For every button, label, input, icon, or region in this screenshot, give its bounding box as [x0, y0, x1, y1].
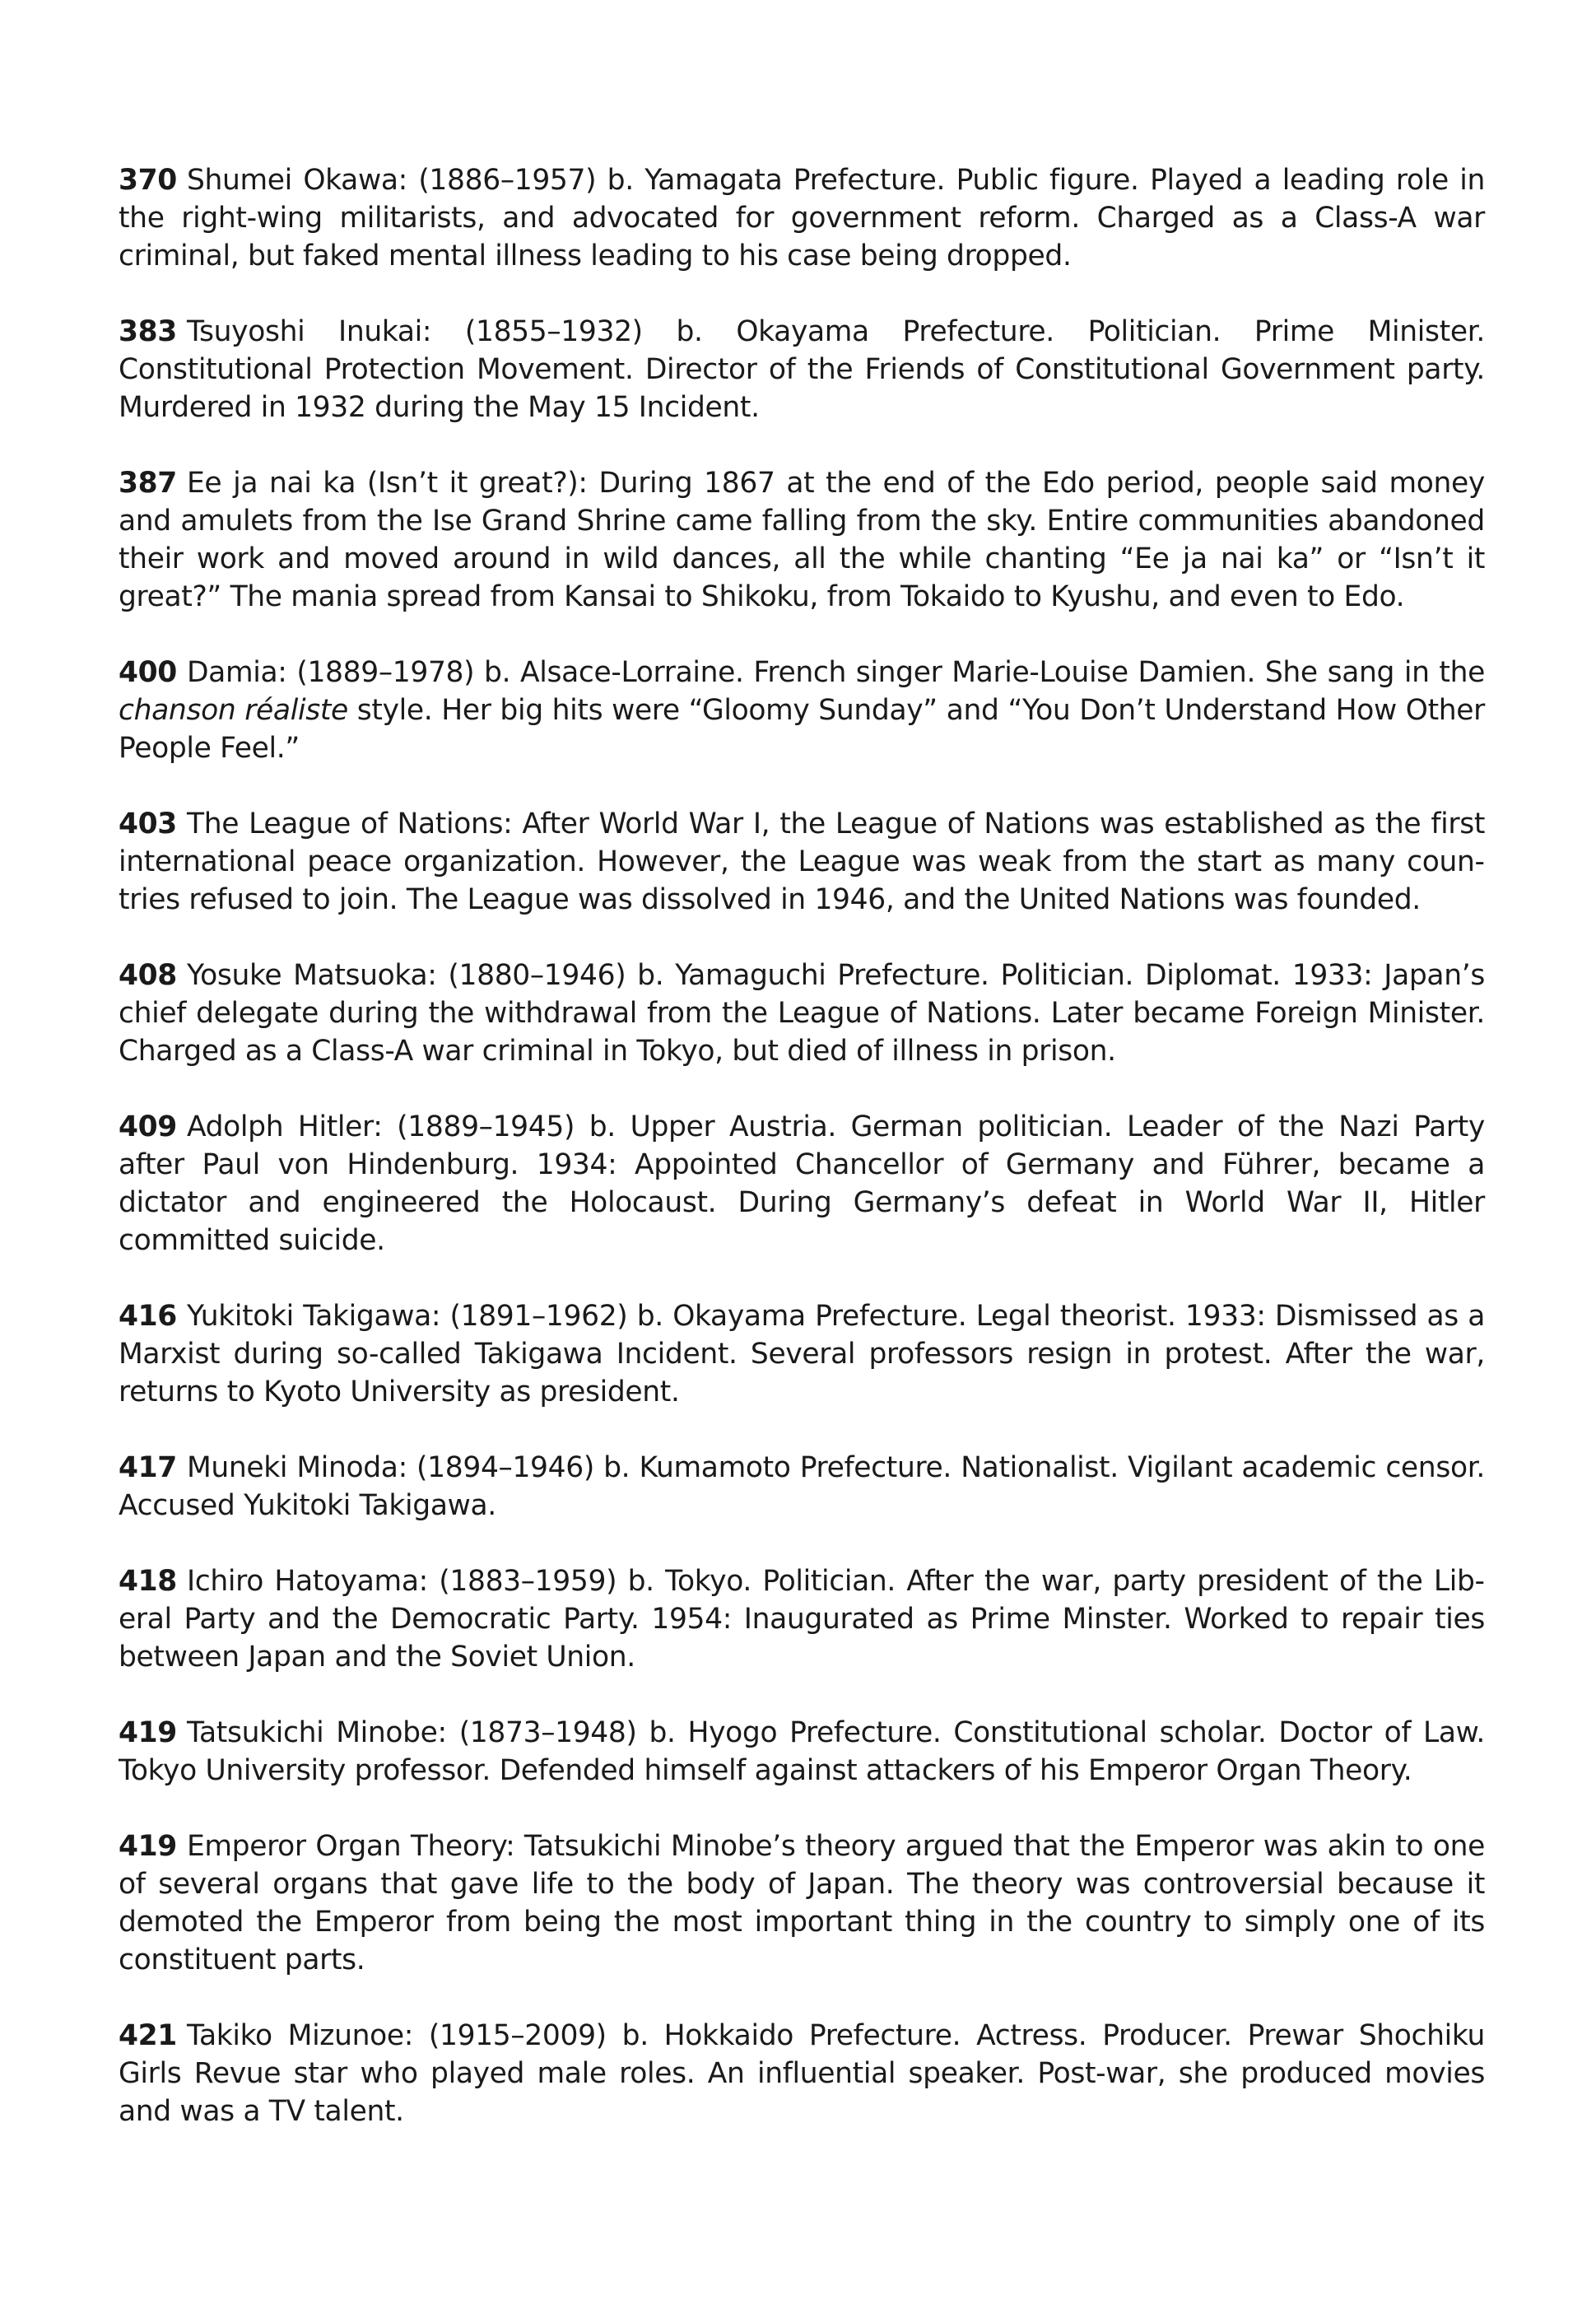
- note-number: 419: [119, 1830, 177, 1863]
- note-text: Emperor Organ Theory: Tatsukichi Minobe’s theory argued that the Emperor was akin to one of several organs that gave life to the body of Japan. The theory was controversial because it demoted the Emperor from being the most important thing in the country to simply one of its constituent parts.: [119, 1830, 1485, 1976]
- note-text: Ee ja nai ka (Isn’t it great?): During 1867 at the end of the Edo period, people said money and amulets from the Ise Grand Shrine came falling from the sky. Entire communities abandoned their work and moved around in wild dances, all the while chanting “Ee ja nai ka” or “Isn’t it great?” The mania spread from Kansai to Shikoku, from Tokaido to Kyushu, and even to Edo.: [119, 467, 1485, 613]
- note-text: The League of Nations: After World War I, the League of Nations was established as the first international peace organization. However, the League was weak from the start as many countries refused to join. The League was dissolved in 1946, and the United Nations was founded.: [119, 808, 1485, 916]
- note-387: [119, 464, 1485, 616]
- note-408: [119, 957, 1485, 1070]
- note-number: 418: [119, 1565, 177, 1598]
- note-409: [119, 1108, 1485, 1259]
- note-text: Takiko Mizunoe: (1915–2009) b. Hokkaido Prefecture. Actress. Producer. Prewar Shochiku Girls Revue star who played male roles. An influential speaker. Post-war, she produced movies and was a TV talent.: [119, 2019, 1485, 2128]
- note-421: [119, 2017, 1485, 2130]
- note-text: Tatsukichi Minobe: (1873–1948) b. Hyogo Prefecture. Constitutional scholar. Doctor of Law. Tokyo University professor. Defended himself against attackers of his Emperor Organ Theory.: [119, 1716, 1485, 1787]
- note-number: 400: [119, 656, 177, 689]
- note-text: Damia: (1889–1978) b. Alsace-Lorraine. French singer Marie-Louise Damien. She sang in the: [186, 656, 1485, 689]
- note-418: [119, 1562, 1485, 1676]
- note-400: [119, 654, 1485, 767]
- note-383: [119, 313, 1485, 426]
- notes-page: [119, 161, 1485, 2168]
- note-number: 417: [119, 1451, 177, 1484]
- note-text: Adolph Hitler: (1889–1945) b. Upper Austria. German politician. Leader of the Nazi Party after Paul von Hindenburg. 1934: Appointed Chancellor of Germany and Führer, became a dictator and engineered the Holocaust. During Germany’s defeat in World War II, Hitler committed suicide.: [119, 1110, 1485, 1257]
- note-number: 416: [119, 1300, 177, 1333]
- note-number: 403: [119, 808, 177, 840]
- note-text: Tsuyoshi Inukai: (1855–1932) b. Okayama Prefecture. Politician. Prime Minister. Constitutional Protection Movement. Director of the Friends of Constitutional Government party. Murdered in 1932 during the May 15 Incident.: [119, 315, 1485, 424]
- note-number: 383: [119, 315, 177, 348]
- note-403: [119, 805, 1485, 919]
- note-text: style. Her big hits were “Gloomy Sunday” and “You Don’t Understand How Other People Feel.”: [119, 694, 1485, 765]
- note-419-minobe: [119, 1714, 1485, 1790]
- note-number: 408: [119, 959, 177, 992]
- note-number: 370: [119, 164, 177, 197]
- note-text: Yosuke Matsuoka: (1880–1946) b. Yamaguchi Prefecture. Politician. Diplomat. 1933: Japan’s chief delegate during the withdrawal from the League of Nations. Later became Foreign Minister. Charged as a Class-A war criminal in Tokyo, but died of illness in prison.: [119, 959, 1485, 1068]
- note-number: 419: [119, 1716, 177, 1749]
- note-417: [119, 1449, 1485, 1525]
- note-number: 387: [119, 467, 177, 500]
- note-text: Muneki Minoda: (1894–1946) b. Kumamoto Prefecture. Nationalist. Vigilant academic censor. Accused Yukitoki Takigawa.: [119, 1451, 1485, 1522]
- note-text-italic: chanson réaliste: [119, 694, 348, 727]
- note-text: Shumei Okawa: (1886–1957) b. Yamagata Prefecture. Public figure. Played a leading role in the right-wing militarists, and advocated for government reform. Charged as a Class-A war criminal, but faked mental illness leading to his case being dropped.: [119, 164, 1485, 272]
- note-number: 421: [119, 2019, 177, 2052]
- note-text: Ichiro Hatoyama: (1883–1959) b. Tokyo. Politician. After the war, party president of the Liberal Party and the Democratic Party. 1954: Inaugurated as Prime Minster. Worked to repair ties between Japan and the Soviet Union.: [119, 1565, 1485, 1674]
- note-416: [119, 1297, 1485, 1411]
- note-419-organ-theory: [119, 1827, 1485, 1979]
- note-number: 409: [119, 1110, 177, 1143]
- note-370: [119, 161, 1485, 275]
- note-text: Yukitoki Takigawa: (1891–1962) b. Okayama Prefecture. Legal theorist. 1933: Dismissed as a Marxist during so-called Takigawa Incident. Several professors resign in protest. After the war, returns to Kyoto University as president.: [119, 1300, 1485, 1408]
